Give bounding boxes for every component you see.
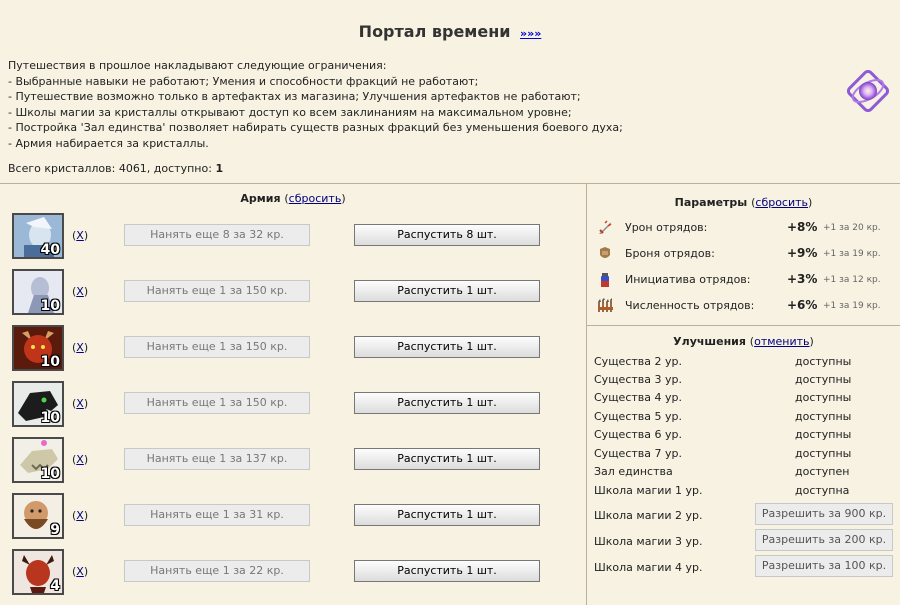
parameters-panel	[587, 184, 900, 326]
dismiss-button[interactable]: Распустить 1 шт.	[354, 448, 540, 470]
param-row-damage	[587, 218, 900, 240]
unit-count: 10	[40, 410, 60, 426]
param-row-armor	[587, 244, 900, 266]
hire-button[interactable]: Нанять еще 1 за 150 кр.	[124, 280, 310, 302]
army-unit-row: 4 (X) Нанять еще 1 за 22 кр. Распустить 1 шт.	[0, 549, 586, 599]
upgrade-name: Существа 6 ур.	[594, 428, 682, 441]
parameters-reset-link[interactable]: сбросить	[755, 196, 809, 209]
param-value[interactable]: +6%	[787, 298, 818, 312]
intro-line: - Школы магии за кристаллы открывают доступ ко всем заклинаниям на максимальном уровне;	[8, 105, 572, 119]
upgrades-title: Улучшения	[673, 335, 746, 348]
dismiss-button[interactable]: Распустить 8 шт.	[354, 224, 540, 246]
upgrade-name: Школа магии 3 ур.	[594, 535, 703, 548]
unit-count: 9	[50, 522, 60, 538]
upgrade-status: доступны	[795, 428, 852, 441]
parameters-title-row: Параметры (сбросить)	[674, 196, 813, 209]
upgrade-status: доступны	[795, 355, 852, 368]
intro-line: Путешествия в прошлое накладывают следующие ограничения:	[8, 59, 387, 72]
totals-label: Всего кристаллов: 4061, доступно:	[8, 162, 212, 175]
black-dragon-portrait	[12, 381, 64, 427]
param-label: Инициатива отрядов:	[625, 273, 751, 286]
upgrade-row	[587, 353, 900, 371]
dismiss-button[interactable]: Распустить 1 шт.	[354, 560, 540, 582]
upgrade-name: Существа 3 ур.	[594, 373, 682, 386]
dismiss-button[interactable]: Распустить 1 шт.	[354, 336, 540, 358]
upgrade-name: Существа 4 ур.	[594, 391, 682, 404]
army-panel	[0, 184, 587, 605]
army-unit-row: 10 (X) Нанять еще 1 за 150 кр. Распустить 1 шт.	[0, 325, 586, 375]
upgrade-status: доступна	[795, 484, 850, 497]
upgrade-row	[587, 463, 900, 481]
upgrade-name: Школа магии 4 ур.	[594, 561, 703, 574]
remove-unit-link[interactable]: X	[76, 229, 84, 242]
upgrade-row	[587, 426, 900, 444]
param-price-note: +1 за 19 кр.	[823, 249, 881, 259]
horned-demon-portrait	[12, 549, 64, 595]
title-row	[0, 22, 900, 41]
remove-unit-link[interactable]: X	[76, 341, 84, 354]
army-reset-link[interactable]: сбросить	[288, 192, 342, 205]
upgrade-row	[587, 389, 900, 407]
upgrade-row	[587, 408, 900, 426]
intro-line: - Армия набирается за кристаллы.	[8, 136, 209, 150]
unit-count: 10	[40, 354, 60, 370]
army-unit-row: 10 (X) Нанять еще 1 за 150 кр. Распустить 1 шт.	[0, 269, 586, 319]
upgrade-row	[587, 445, 900, 463]
hire-button[interactable]: Нанять еще 1 за 150 кр.	[124, 336, 310, 358]
unlock-button[interactable]: Разрешить за 200 кр.	[755, 529, 893, 551]
armor-icon	[597, 246, 613, 262]
intro-text	[8, 58, 623, 152]
param-value[interactable]: +9%	[787, 246, 818, 260]
unit-count: 40	[40, 242, 60, 258]
hire-button[interactable]: Нанять еще 1 за 31 кр.	[124, 504, 310, 526]
hire-button[interactable]: Нанять еще 1 за 22 кр.	[124, 560, 310, 582]
upgrade-buy-row	[587, 507, 900, 525]
param-price-note: +1 за 12 кр.	[823, 275, 881, 285]
param-row-quantity	[587, 296, 900, 318]
potion-icon	[597, 272, 613, 288]
dismiss-button[interactable]: Распустить 1 шт.	[354, 504, 540, 526]
remove-unit-link[interactable]: X	[76, 509, 84, 522]
upgrade-buy-row	[587, 533, 900, 551]
hire-button[interactable]: Нанять еще 8 за 32 кр.	[124, 224, 310, 246]
upgrade-name: Школа магии 2 ур.	[594, 509, 703, 522]
remove-unit-link[interactable]: X	[76, 565, 84, 578]
army-unit-row: 9 (X) Нанять еще 1 за 31 кр. Распустить 1 шт.	[0, 493, 586, 543]
army-title: Армия	[240, 192, 281, 205]
crystal-totals	[8, 162, 223, 175]
troops-icon	[597, 298, 613, 314]
upgrade-name: Существа 2 ур.	[594, 355, 682, 368]
more-link[interactable]: »»»	[520, 27, 542, 40]
intro-line: - Путешествие возможно только в артефактах из магазина; Улучшения артефактов не работают;	[8, 90, 581, 104]
available-count: 1	[215, 162, 224, 175]
param-value[interactable]: +8%	[787, 220, 818, 234]
pale-spirit-portrait	[12, 269, 64, 315]
upgrade-name: Существа 7 ур.	[594, 447, 682, 460]
unit-count: 10	[40, 466, 60, 482]
unlock-button[interactable]: Разрешить за 100 кр.	[755, 555, 893, 577]
dismiss-button[interactable]: Распустить 1 шт.	[354, 280, 540, 302]
intro-line: - Постройка 'Зал единства' позволяет набирать существ разных фракций без уменьшения боевого духа;	[8, 121, 623, 135]
param-price-note: +1 за 19 кр.	[823, 301, 881, 311]
bone-dragon-portrait	[12, 437, 64, 483]
dwarf-portrait	[12, 493, 64, 539]
sword-icon	[597, 220, 613, 236]
parameters-title: Параметры	[674, 196, 748, 209]
portal-icon	[847, 70, 889, 112]
unlock-button[interactable]: Разрешить за 900 кр.	[755, 503, 893, 525]
param-label: Урон отрядов:	[625, 221, 708, 234]
upgrade-status: доступны	[795, 391, 852, 404]
upgrade-buy-row	[587, 559, 900, 577]
param-value[interactable]: +3%	[787, 272, 818, 286]
upgrades-panel	[587, 326, 900, 605]
remove-unit-link[interactable]: X	[76, 397, 84, 410]
upgrades-cancel-link[interactable]: отменить	[754, 335, 810, 348]
upgrades-title-row: Улучшения (отменить)	[673, 335, 814, 348]
ice-elf-portrait	[12, 213, 64, 259]
army-unit-row: 40 (X) Нанять еще 8 за 32 кр. Распустить 8 шт.	[0, 213, 586, 263]
param-label: Численность отрядов:	[625, 299, 755, 312]
unit-count: 10	[40, 298, 60, 314]
upgrade-name: Существа 5 ур.	[594, 410, 682, 423]
param-label: Броня отрядов:	[625, 247, 715, 260]
hire-button[interactable]: Нанять еще 1 за 137 кр.	[124, 448, 310, 470]
remove-unit-link[interactable]: X	[76, 453, 84, 466]
upgrade-status: доступен	[795, 465, 850, 478]
upgrade-name: Зал единства	[594, 465, 673, 478]
param-price-note: +1 за 20 кр.	[823, 223, 881, 233]
army-unit-row: 10 (X) Нанять еще 1 за 137 кр. Распустить 1 шт.	[0, 437, 586, 487]
intro-line: - Выбранные навыки не работают; Умения и способности фракций не работают;	[8, 74, 479, 88]
upgrade-row	[587, 482, 900, 500]
unit-count: 4	[50, 578, 60, 594]
upgrade-status: доступны	[795, 447, 852, 460]
remove-unit-link[interactable]: X	[76, 285, 84, 298]
upgrade-row	[587, 371, 900, 389]
dismiss-button[interactable]: Распустить 1 шт.	[354, 392, 540, 414]
army-title-row: Армия (сбросить)	[240, 192, 346, 205]
param-row-initiative	[587, 270, 900, 292]
upgrade-name: Школа магии 1 ур.	[594, 484, 703, 497]
page-title: Портал времени	[358, 22, 511, 41]
red-demon-portrait	[12, 325, 64, 371]
hire-button[interactable]: Нанять еще 1 за 150 кр.	[124, 392, 310, 414]
upgrade-status: доступны	[795, 410, 852, 423]
upgrade-status: доступны	[795, 373, 852, 386]
army-unit-row: 10 (X) Нанять еще 1 за 150 кр. Распустить 1 шт.	[0, 381, 586, 431]
header	[0, 0, 900, 184]
